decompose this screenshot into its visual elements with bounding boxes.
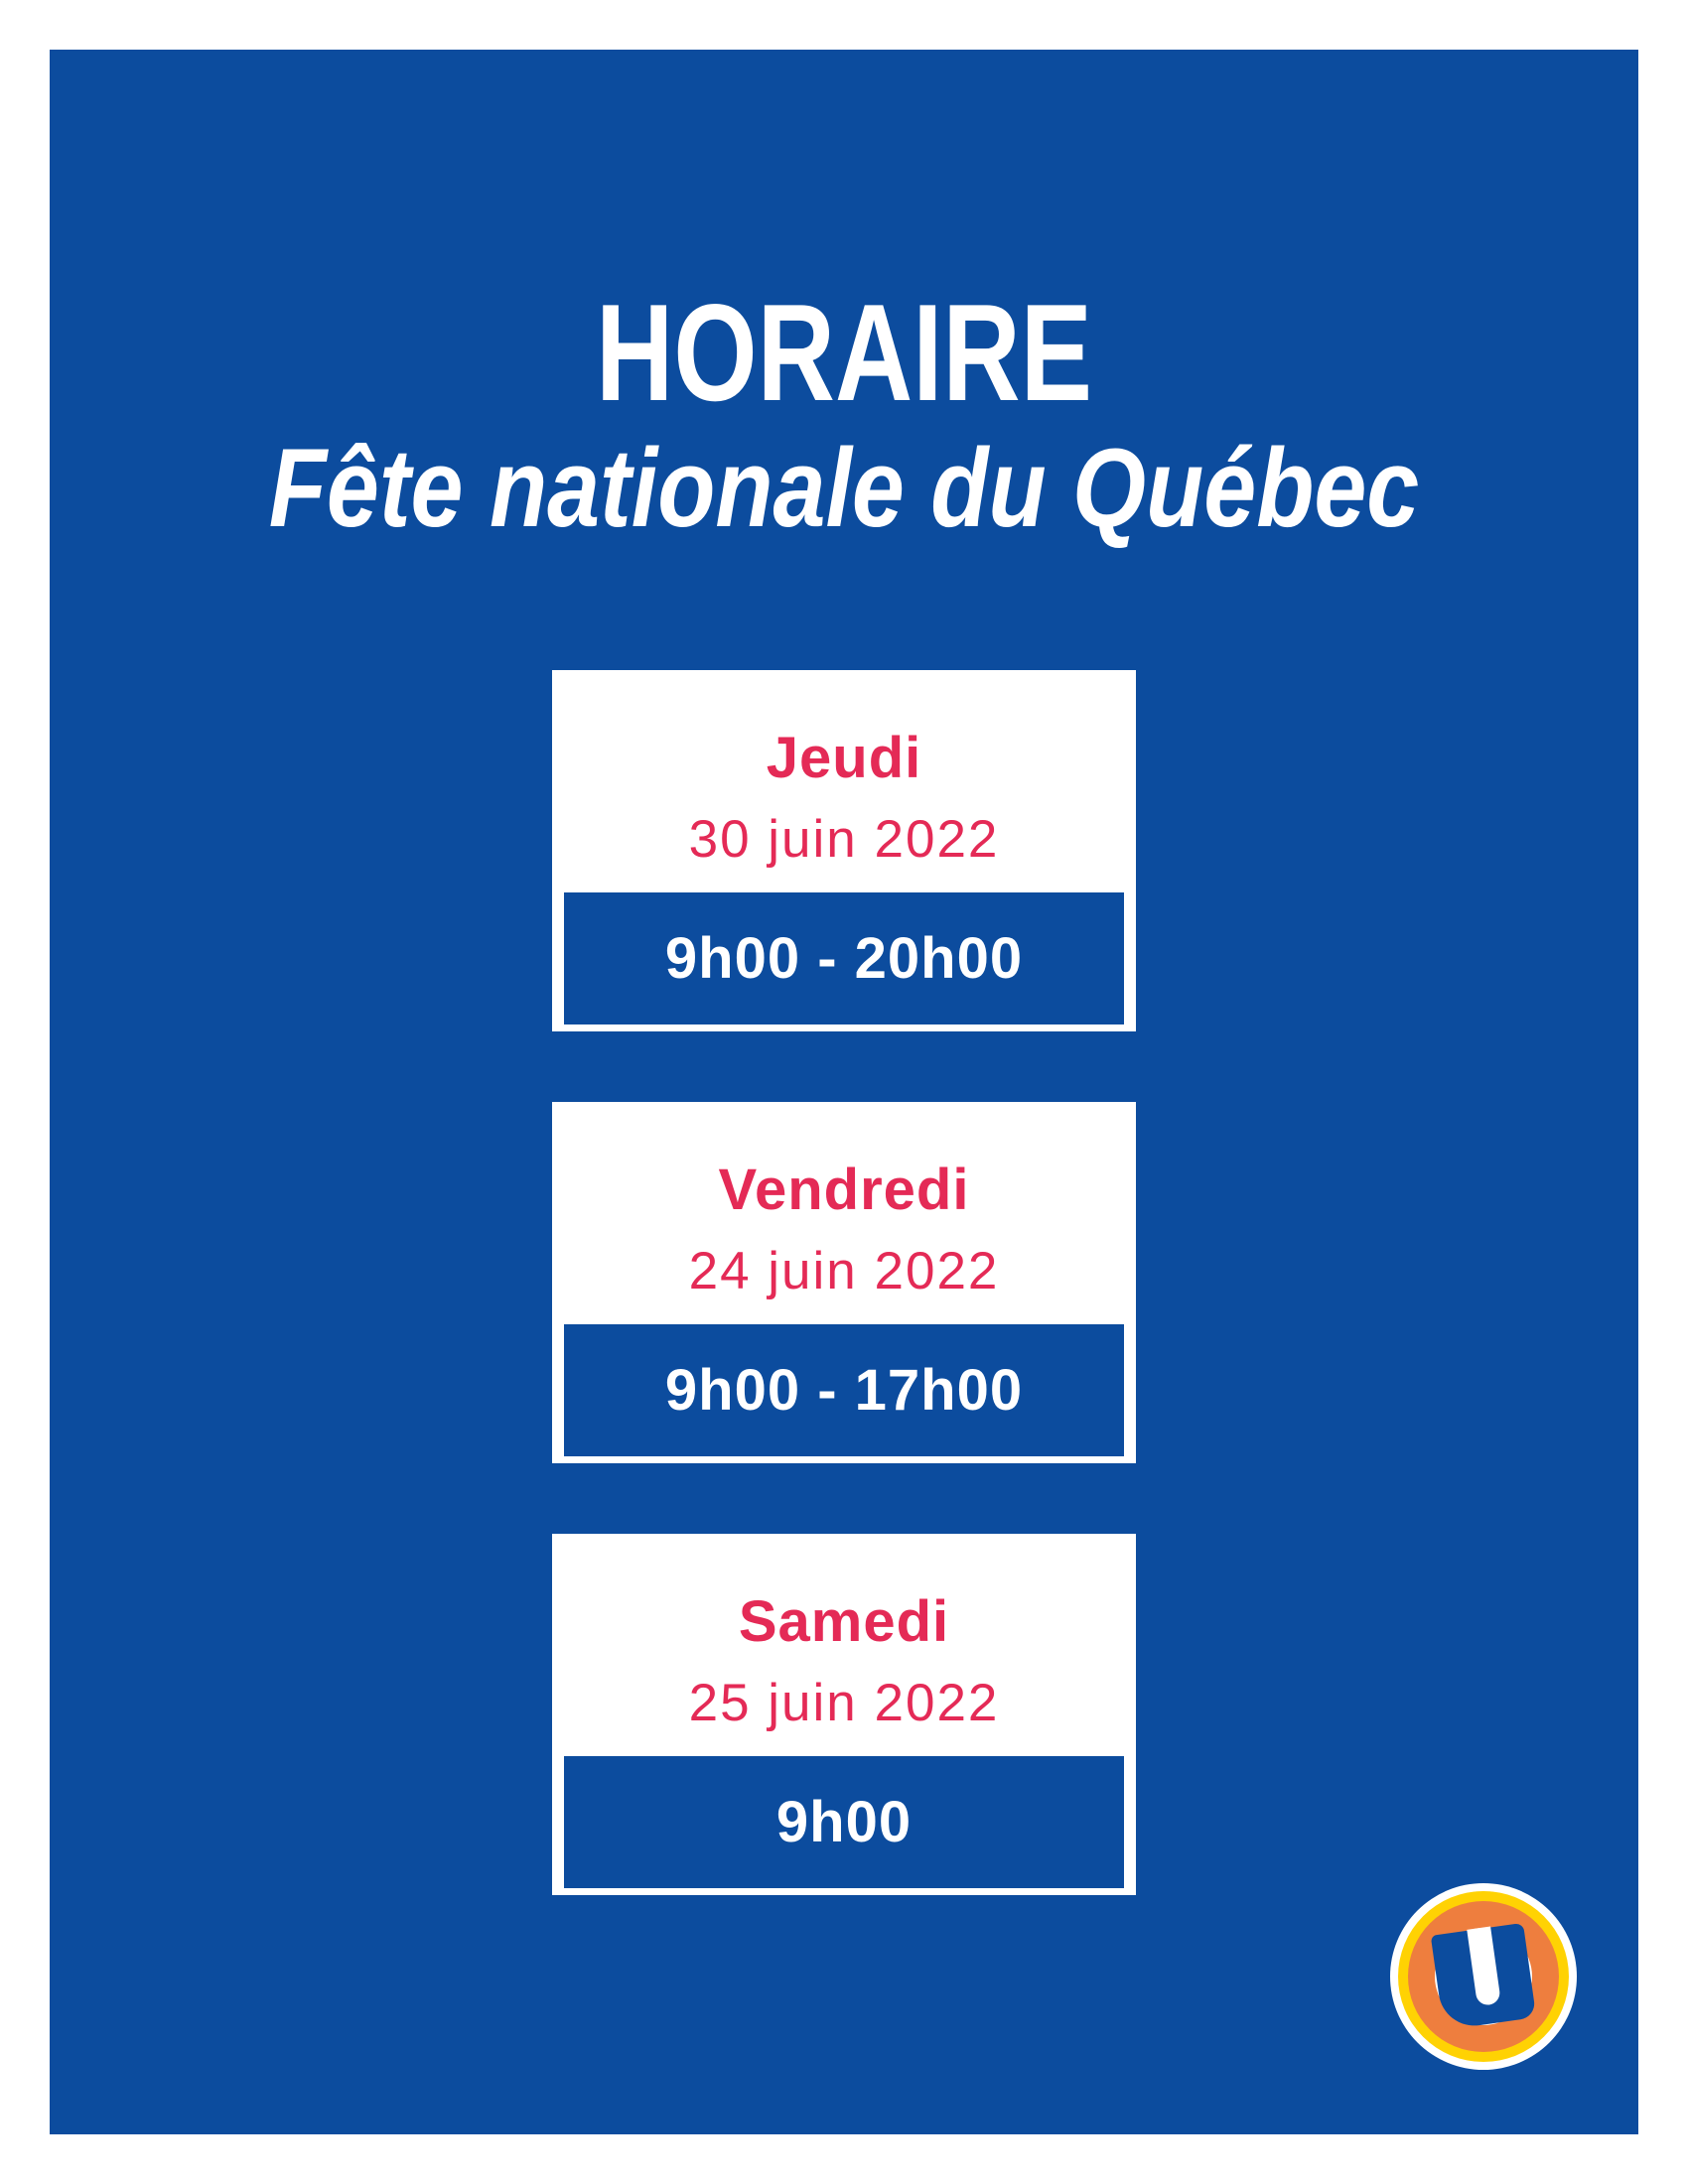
hours-label: 9h00 - 17h00 [664, 1357, 1024, 1423]
page-title: HORAIRE [596, 276, 1092, 430]
day-label: Jeudi [766, 726, 922, 790]
date-label: 30 juin 2022 [688, 810, 1000, 869]
schedule-card-samedi [552, 1534, 1136, 1895]
blue-panel [50, 50, 1638, 2134]
schedule-card-jeudi [552, 670, 1136, 1031]
day-label: Vendredi [718, 1158, 970, 1222]
schedule-list [552, 670, 1136, 1966]
date-label: 24 juin 2022 [688, 1242, 1000, 1300]
hours-banner [564, 1756, 1124, 1888]
u-letter-mark [1431, 1923, 1536, 2030]
page-subtitle: Fête nationale du Québec [268, 426, 1420, 550]
schedule-card-vendredi [552, 1102, 1136, 1463]
brand-logo-icon [1390, 1883, 1577, 2070]
day-label: Samedi [738, 1589, 950, 1654]
hours-label: 9h00 [775, 1789, 913, 1854]
hours-banner [564, 892, 1124, 1024]
hours-banner [564, 1324, 1124, 1456]
hours-label: 9h00 - 20h00 [664, 925, 1024, 991]
date-label: 25 juin 2022 [688, 1674, 1000, 1732]
